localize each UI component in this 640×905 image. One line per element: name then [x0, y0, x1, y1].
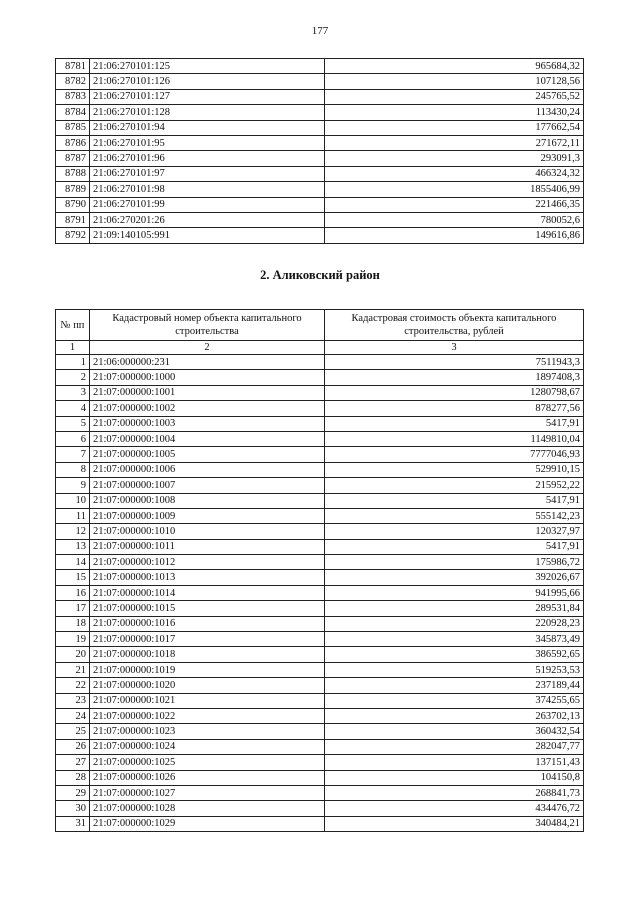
row-number: 4: [56, 401, 90, 416]
cadastral-number: 21:07:000000:1020: [90, 678, 325, 693]
cadastral-number: 21:07:000000:1016: [90, 616, 325, 631]
row-number: 14: [56, 555, 90, 570]
table-row: [56, 74, 584, 89]
cadastral-value: 1149810,04: [325, 431, 584, 446]
cadastral-value: 237189,44: [325, 678, 584, 693]
row-number: 8789: [56, 182, 90, 197]
row-number: 24: [56, 708, 90, 723]
cadastral-number: 21:06:270101:96: [90, 151, 325, 166]
cadastral-number: 21:06:270201:26: [90, 212, 325, 227]
row-number: 3: [56, 385, 90, 400]
table-row: [56, 197, 584, 212]
table-row: [56, 601, 584, 616]
cadastral-number: 21:07:000000:1025: [90, 755, 325, 770]
cadastral-number: 21:07:000000:1024: [90, 739, 325, 754]
table-row: [56, 493, 584, 508]
cadastral-number: 21:07:000000:1026: [90, 770, 325, 785]
section-title: 2. Аликовский район: [260, 268, 380, 282]
cadastral-value: 149616,86: [325, 228, 584, 243]
row-number: 17: [56, 601, 90, 616]
cadastral-value: 215952,22: [325, 478, 584, 493]
cadastral-value: 7777046,93: [325, 447, 584, 462]
table-row: [56, 478, 584, 493]
row-number: 13: [56, 539, 90, 554]
table-row: [56, 135, 584, 150]
cadastral-number: 21:06:270101:98: [90, 182, 325, 197]
cadastral-value: 271672,11: [325, 135, 584, 150]
cadastral-number: 21:06:270101:128: [90, 105, 325, 120]
cadastral-value: 5417,91: [325, 539, 584, 554]
cadastral-number: 21:07:000000:1007: [90, 478, 325, 493]
continuation-table: [55, 58, 584, 244]
table-row: [56, 59, 584, 74]
cadastral-number: 21:07:000000:1027: [90, 785, 325, 800]
table-row: [56, 724, 584, 739]
row-number: 8788: [56, 166, 90, 181]
row-number: 8784: [56, 105, 90, 120]
cadastral-number: 21:07:000000:1012: [90, 555, 325, 570]
cadastral-number: 21:07:000000:1022: [90, 708, 325, 723]
cadastral-value: 245765,52: [325, 89, 584, 104]
table-row: [56, 801, 584, 816]
row-number: 8790: [56, 197, 90, 212]
cadastral-number: 21:07:000000:1021: [90, 693, 325, 708]
cadastral-value: 386592,65: [325, 647, 584, 662]
table-row: [56, 816, 584, 831]
cadastral-table-header: [56, 310, 584, 355]
table-row: [56, 370, 584, 385]
cadastral-value: 466324,32: [325, 166, 584, 181]
cadastral-number: 21:07:000000:1013: [90, 570, 325, 585]
column-index-3: 3: [325, 341, 584, 355]
table-row: [56, 678, 584, 693]
table-row: [56, 616, 584, 631]
cadastral-table: [55, 309, 584, 832]
cadastral-value: 177662,54: [325, 120, 584, 135]
table-row: [56, 632, 584, 647]
column-index-2: 2: [90, 341, 325, 355]
row-number: 18: [56, 616, 90, 631]
row-number: 7: [56, 447, 90, 462]
table-row: [56, 212, 584, 227]
cadastral-value: 941995,66: [325, 585, 584, 600]
row-number: 10: [56, 493, 90, 508]
cadastral-number: 21:07:000000:1023: [90, 724, 325, 739]
cadastral-value: 965684,32: [325, 59, 584, 74]
cadastral-value: 1280798,67: [325, 385, 584, 400]
cadastral-number: 21:07:000000:1015: [90, 601, 325, 616]
table-row: [56, 508, 584, 523]
cadastral-value: 289531,84: [325, 601, 584, 616]
cadastral-number: 21:06:270101:125: [90, 59, 325, 74]
row-number: 20: [56, 647, 90, 662]
table-row: [56, 416, 584, 431]
row-number: 9: [56, 478, 90, 493]
table-row: [56, 693, 584, 708]
table-row: [56, 89, 584, 104]
cadastral-number: 21:06:270101:126: [90, 74, 325, 89]
row-number: 8: [56, 462, 90, 477]
continuation-table-body: [56, 59, 584, 244]
cadastral-value: 220928,23: [325, 616, 584, 631]
cadastral-number: 21:07:000000:1010: [90, 524, 325, 539]
row-number: 15: [56, 570, 90, 585]
cadastral-number: 21:07:000000:1009: [90, 508, 325, 523]
cadastral-number: 21:07:000000:1003: [90, 416, 325, 431]
cadastral-value: 107128,56: [325, 74, 584, 89]
cadastral-number: 21:09:140105:991: [90, 228, 325, 243]
table-row: [56, 785, 584, 800]
table-row: [56, 739, 584, 754]
row-number: 30: [56, 801, 90, 816]
cadastral-value: 293091,3: [325, 151, 584, 166]
row-number: 29: [56, 785, 90, 800]
cadastral-number: 21:07:000000:1018: [90, 647, 325, 662]
row-number: 11: [56, 508, 90, 523]
row-number: 8781: [56, 59, 90, 74]
table-row: [56, 385, 584, 400]
cadastral-value: 519253,53: [325, 662, 584, 677]
cadastral-value: 1897408,3: [325, 370, 584, 385]
row-number: 25: [56, 724, 90, 739]
cadastral-value: 268841,73: [325, 785, 584, 800]
table-row: [56, 151, 584, 166]
table-row: [56, 462, 584, 477]
cadastral-number: 21:07:000000:1000: [90, 370, 325, 385]
row-number: 28: [56, 770, 90, 785]
table-row: [56, 647, 584, 662]
cadastral-value: 175986,72: [325, 555, 584, 570]
cadastral-number: 21:07:000000:1004: [90, 431, 325, 446]
cadastral-value: 555142,23: [325, 508, 584, 523]
row-number: 12: [56, 524, 90, 539]
table-row: [56, 662, 584, 677]
cadastral-value: 340484,21: [325, 816, 584, 831]
cadastral-number: 21:07:000000:1006: [90, 462, 325, 477]
cadastral-number: 21:07:000000:1008: [90, 493, 325, 508]
cadastral-value: 221466,35: [325, 197, 584, 212]
header-cadastral-number: Кадастровый номер объекта капитального строительства: [90, 310, 325, 341]
cadastral-value: 5417,91: [325, 493, 584, 508]
table-row: [56, 401, 584, 416]
page-number: 177: [311, 25, 329, 37]
cadastral-number: 21:07:000000:1017: [90, 632, 325, 647]
cadastral-number: 21:07:000000:1014: [90, 585, 325, 600]
cadastral-number: 21:06:270101:127: [90, 89, 325, 104]
row-number: 8791: [56, 212, 90, 227]
row-number: 8786: [56, 135, 90, 150]
cadastral-number: 21:07:000000:1029: [90, 816, 325, 831]
cadastral-value: 1855406,99: [325, 182, 584, 197]
row-number: 27: [56, 755, 90, 770]
cadastral-value: 780052,6: [325, 212, 584, 227]
cadastral-number: 21:07:000000:1001: [90, 385, 325, 400]
cadastral-value: 345873,49: [325, 632, 584, 647]
row-number: 5: [56, 416, 90, 431]
cadastral-number: 21:06:270101:95: [90, 135, 325, 150]
column-index-1: 1: [56, 341, 90, 355]
row-number: 22: [56, 678, 90, 693]
row-number: 21: [56, 662, 90, 677]
table-row: [56, 755, 584, 770]
cadastral-number: 21:06:270101:97: [90, 166, 325, 181]
table-row: [56, 105, 584, 120]
row-number: 8792: [56, 228, 90, 243]
cadastral-number: 21:07:000000:1019: [90, 662, 325, 677]
cadastral-value: 120327,97: [325, 524, 584, 539]
row-number: 23: [56, 693, 90, 708]
cadastral-value: 374255,65: [325, 693, 584, 708]
row-number: 1: [56, 355, 90, 370]
table-row: [56, 770, 584, 785]
cadastral-value: 878277,56: [325, 401, 584, 416]
cadastral-value: 113430,24: [325, 105, 584, 120]
table-row: [56, 228, 584, 243]
table-row: [56, 524, 584, 539]
cadastral-value: 529910,15: [325, 462, 584, 477]
table-row: [56, 570, 584, 585]
row-number: 8785: [56, 120, 90, 135]
cadastral-number: 21:06:270101:99: [90, 197, 325, 212]
row-number: 2: [56, 370, 90, 385]
cadastral-table-body: [56, 355, 584, 832]
cadastral-number: 21:06:270101:94: [90, 120, 325, 135]
header-row: [56, 310, 584, 341]
cadastral-value: 282047,77: [325, 739, 584, 754]
row-number: 8782: [56, 74, 90, 89]
table-row: [56, 431, 584, 446]
cadastral-number: 21:07:000000:1028: [90, 801, 325, 816]
header-number: № пп: [56, 310, 90, 341]
row-number: 6: [56, 431, 90, 446]
cadastral-value: 392026,67: [325, 570, 584, 585]
table-row: [56, 120, 584, 135]
row-number: 8783: [56, 89, 90, 104]
header-cadastral-value: Кадастровая стоимость объекта капитального строительства, рублей: [325, 310, 584, 341]
cadastral-number: 21:07:000000:1002: [90, 401, 325, 416]
cadastral-value: 104150,8: [325, 770, 584, 785]
table-row: [56, 708, 584, 723]
row-number: 8787: [56, 151, 90, 166]
table-row: [56, 447, 584, 462]
table-row: [56, 166, 584, 181]
row-number: 16: [56, 585, 90, 600]
table-row: [56, 585, 584, 600]
cadastral-value: 5417,91: [325, 416, 584, 431]
table-row: [56, 555, 584, 570]
cadastral-value: 434476,72: [325, 801, 584, 816]
cadastral-value: 137151,43: [325, 755, 584, 770]
cadastral-number: 21:07:000000:1005: [90, 447, 325, 462]
cadastral-number: 21:07:000000:1011: [90, 539, 325, 554]
column-index-row: [56, 341, 584, 355]
cadastral-value: 360432,54: [325, 724, 584, 739]
row-number: 31: [56, 816, 90, 831]
cadastral-value: 263702,13: [325, 708, 584, 723]
table-row: [56, 182, 584, 197]
cadastral-value: 7511943,3: [325, 355, 584, 370]
row-number: 19: [56, 632, 90, 647]
row-number: 26: [56, 739, 90, 754]
table-row: [56, 539, 584, 554]
cadastral-number: 21:06:000000:231: [90, 355, 325, 370]
table-row: [56, 355, 584, 370]
